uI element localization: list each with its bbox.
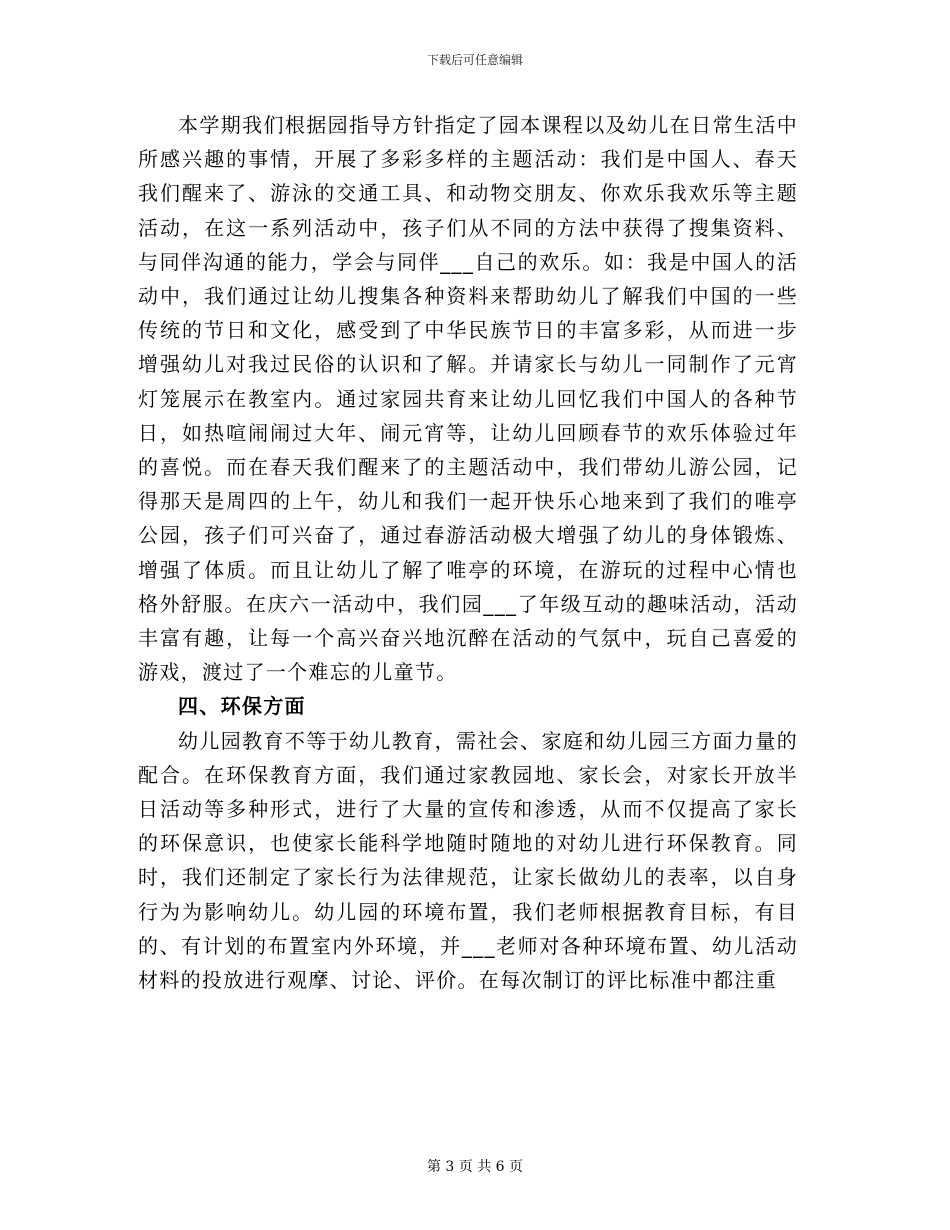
- page-header: 下载后可任意编辑: [426, 53, 523, 67]
- body-paragraph: 本学期我们根据园指导方针指定了园本课程以及幼儿在日常生活中所感兴趣的事情，开展了多彩多样的主题活动：我们是中国人、春天我们醒来了、游泳的交通工具、和动物交朋友、你欢乐我欢乐等主题活动，在这一系列活动中，孩子们从不同的方法中获得了搜集资料、与同伴沟通的能力，学会与同伴___自己的欢乐。如：我是中国人的活动中，我们通过让幼儿搜集各种资料来帮助幼儿了解我们中国的一些传统的节日和文化，感受到了中华民族节日的丰富多彩，从而进一步增强幼儿对我过民俗的认识和了解。并请家长与幼儿一同制作了元宵灯笼展示在教室内。通过家园共育来让幼儿回忆我们中国人的各种节日，如热喧闹闹过大年、闹元宵等，让幼儿回顾春节的欢乐体验过年的喜悦。而在春天我们醒来了的主题活动中，我们带幼儿游公园，记得那天是周四的上午，幼儿和我们一起开快乐心地来到了我们的唯亭公园，孩子们可兴奋了，通过春游活动极大增强了幼儿的身体锻炼、增强了体质。而且让幼儿了解了唯亭的环境，在游玩的过程中心情也格外舒服。在庆六一活动中，我们园___了年级互动的趣味活动，活动丰富有趣，让每一个高兴奋兴地沉醉在活动的气氛中，玩自己喜爱的游戏，渡过了一个难忘的儿童节。: [138, 113, 798, 685]
- document-body: [138, 108, 798, 997]
- body-paragraph: 幼儿园教育不等于幼儿教育，需社会、家庭和幼儿园三方面力量的配合。在环保教育方面，我们通过家教园地、家长会，对家长开放半日活动等多种形式，进行了大量的宣传和渗透，从而不仅提高了家长的环保意识，也使家长能科学地随时随地的对幼儿进行环保教育。同时，我们还制定了家长行为法律规范，让家长做幼儿的表率，以自身行为为影响幼儿。幼儿园的环境布置，我们老师根据教育目标，有目的、有计划的布置室内外环境，并___老师对各种环境布置、幼儿活动材料的投放进行观摩、讨论、评价。在每次制订的评比标准中都注重: [138, 728, 798, 993]
- section-heading: 四、环保方面: [178, 694, 306, 719]
- page-number-footer: 第 3 页 共 6 页: [426, 1159, 524, 1175]
